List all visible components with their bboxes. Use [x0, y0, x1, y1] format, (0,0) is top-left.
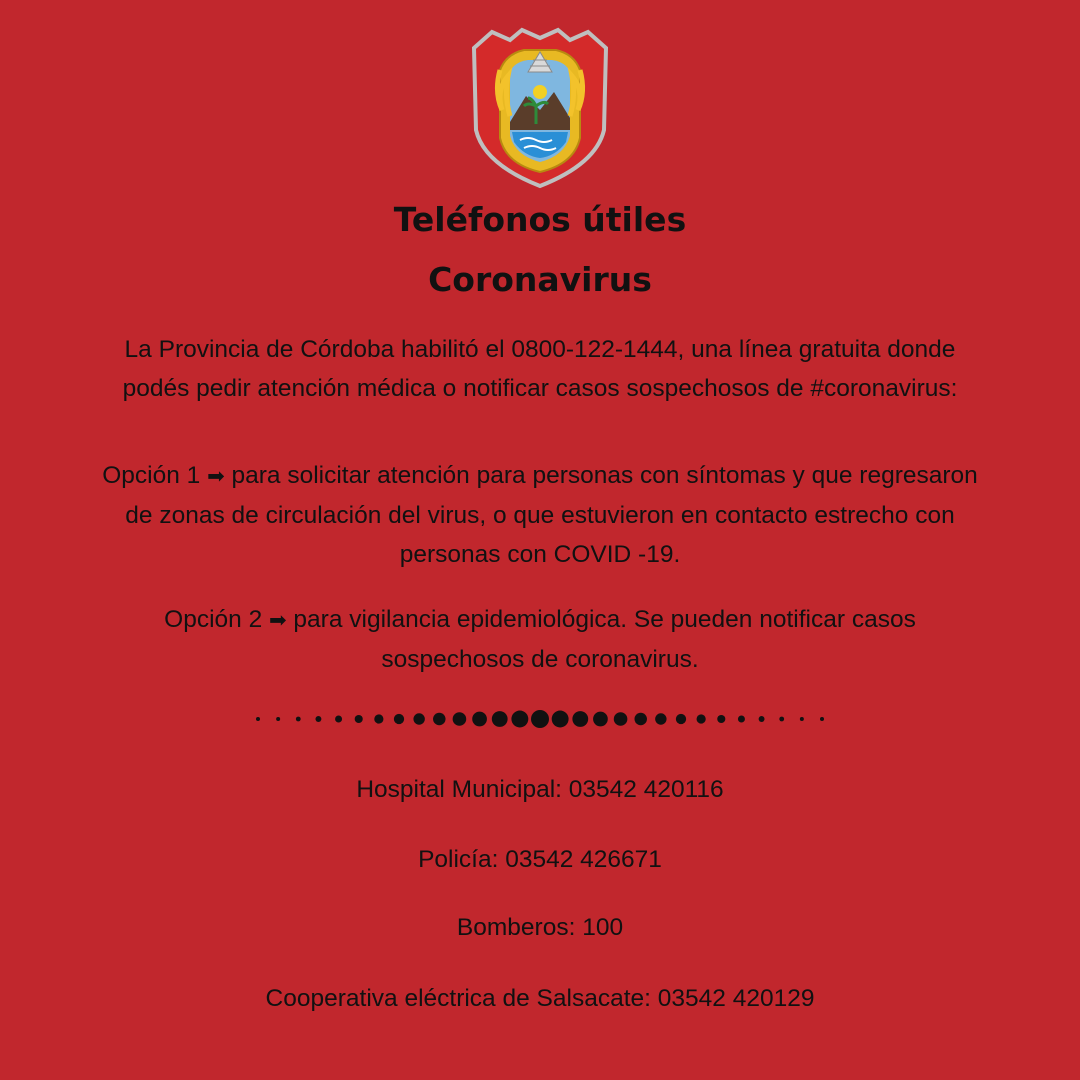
- intro-text-before: La Provincia de Córdoba habilitó el: [124, 336, 512, 363]
- contact-firefighters: [0, 914, 1080, 942]
- right-arrow-icon: ➡: [207, 464, 225, 488]
- right-arrow-icon: ➡: [269, 608, 287, 632]
- coat-of-arms-icon: [466, 26, 614, 190]
- contact-label: Bomberos:: [456, 914, 576, 941]
- divider-dot: [433, 713, 446, 726]
- divider-dot: [800, 717, 804, 721]
- divider-dot: [759, 716, 765, 722]
- intro-phone: 0800-122-1444: [511, 336, 678, 363]
- divider-dot: [717, 715, 725, 723]
- divider-dot: [614, 712, 628, 726]
- divider-dot: [472, 712, 487, 727]
- contact-number: : 03542 426671: [491, 846, 662, 873]
- divider-dot: [655, 713, 666, 724]
- contact-electric-cooperative: [0, 985, 1080, 1013]
- divider-dot: [572, 711, 588, 727]
- divider-dot: [634, 713, 647, 726]
- divider-dot: [511, 711, 528, 728]
- divider-dot: [738, 716, 745, 723]
- contact-label: Policía: [418, 846, 492, 873]
- divider-dot: [296, 717, 301, 722]
- contact-police: [0, 846, 1080, 874]
- divider-dot: [276, 717, 280, 721]
- divider-dot: [394, 714, 404, 724]
- option-1-paragraph: [100, 456, 980, 574]
- contact-number: 100: [575, 914, 624, 941]
- contact-hospital: [0, 776, 1080, 804]
- contact-number: 03542 420129: [650, 985, 815, 1012]
- divider-dot: [552, 711, 569, 728]
- divider-dot: [531, 710, 549, 728]
- divider-dot: [593, 712, 608, 727]
- divider-dot: [256, 717, 260, 721]
- option-2-paragraph: [100, 600, 980, 679]
- divider-dot: [355, 715, 363, 723]
- contact-label: Cooperativa eléctrica de Salsacate:: [265, 985, 651, 1012]
- option-1-label: Opción 1: [102, 462, 201, 489]
- divider-dot: [820, 717, 824, 721]
- title-line-1: Teléfonos útiles: [393, 200, 687, 239]
- intro-paragraph: [100, 330, 980, 408]
- title-line-2: Coronavirus: [428, 260, 652, 299]
- divider-dot: [697, 714, 706, 723]
- intro-text-after: , una línea gratuita donde podés pedir atención médica o notificar casos sospechosos de #coronavirus:: [122, 336, 958, 402]
- contact-number: 03542 420116: [561, 776, 724, 803]
- divider-dot: [676, 714, 686, 724]
- divider-dot: [335, 716, 342, 723]
- option-2-text: para vigilancia epidemiológica. Se pueden notificar casos sospechosos de coronavirus.: [286, 606, 916, 673]
- divider-dot: [453, 712, 467, 726]
- divider-dot: [492, 711, 508, 727]
- divider-dot: [315, 716, 321, 722]
- dotted-divider: [250, 706, 830, 732]
- divider-dot: [374, 714, 383, 723]
- contact-label: Hospital Municipal:: [356, 776, 562, 803]
- divider-dot: [413, 713, 424, 724]
- option-1-text: para solicitar atención para personas con síntomas y que regresaron de zonas de circulación del virus, o que estuvieron en contacto estrecho con personas con COVID -19.: [125, 462, 978, 568]
- option-2-label: Opción 2: [164, 606, 263, 633]
- divider-dot: [779, 717, 784, 722]
